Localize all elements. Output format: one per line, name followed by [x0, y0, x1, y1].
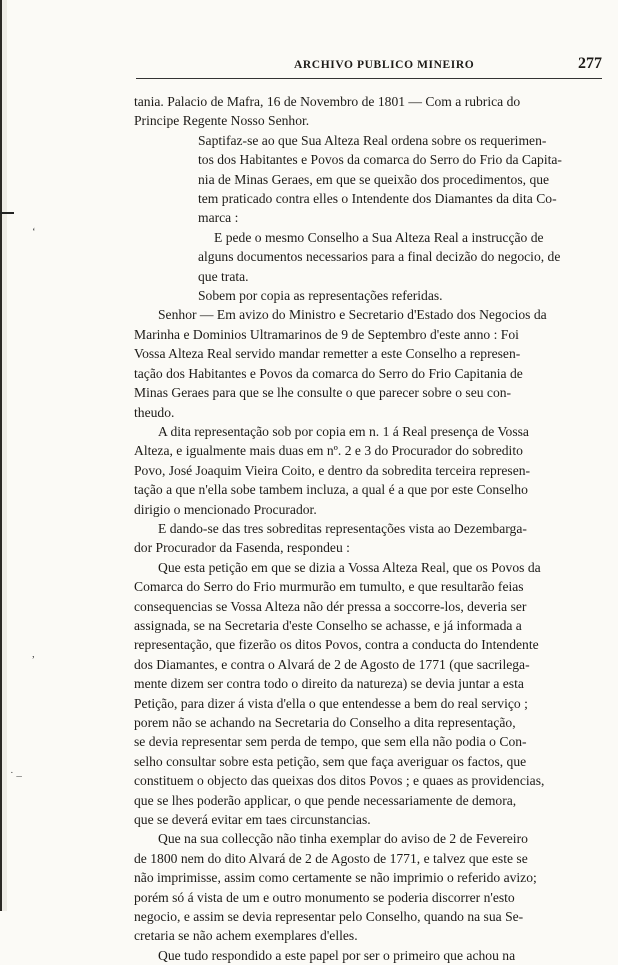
text-line: consequencias se Vossa Alteza não dér pressa a soccorre-los, deveria ser — [134, 598, 527, 614]
text-line: constituem o objecto das queixas dos ditos Povos ; e quaes as providencias, — [134, 773, 545, 789]
text-line: Povo, José Joaquim Vieira Coito, e dentro da sobredita terceira represen- — [134, 462, 531, 478]
text-line: tação a que n'ella sobe tambem incluza, a qual é a que por este Conselho — [134, 482, 528, 498]
page-header — [136, 56, 602, 79]
text-line: porém só á vista de um e outro monumento se poderia discorrer n'esto — [134, 889, 515, 905]
page-binding-edge — [0, 0, 7, 911]
text-line: de 1800 nem do dito Alvará de 2 de Agosto de 1771, e talvez que este se — [134, 850, 528, 866]
text-line: tem praticado contra elles o Intendente dos Diamantes da dita Co- — [198, 191, 557, 207]
text-line: Petição, para dizer á vista d'ella o que entendesse a bem do real serviço ; — [134, 695, 528, 711]
text-line: Que tudo respondido a este papel por ser o primeiro que achou na — [158, 947, 516, 963]
text-line: Que esta petição em que se dizia a Vossa Alteza Real, que os Povos da — [158, 559, 541, 575]
text-line: selho consultar sobre esta petição, sem que faça averiguar os factos, que — [134, 753, 527, 769]
text-line: Minas Geraes para que se lhe consulte o que parecer sobre o seu con- — [134, 385, 512, 401]
text-line: Comarca do Serro do Frio murmurão em tumulto, e que resultarão feias — [134, 579, 524, 595]
document-body — [134, 92, 602, 965]
text-line: tos dos Habitantes e Povos da comarca do Serro do Frio da Capita- — [198, 152, 562, 168]
page-number: 277 — [578, 55, 602, 72]
text-line: marca : — [198, 210, 239, 226]
text-line: dor Procurador da Fasenda, respondeu : — [134, 540, 350, 556]
text-line: tania. Palacio de Mafra, 16 de Novembro de 1801 — Com a rubrica do — [134, 94, 521, 109]
text-line: Alteza, e igualmente mais duas em nº. 2 e 3 do Procurador do sobredito — [134, 443, 523, 459]
text-line: E dando-se das tres sobreditas representações vista ao Dezembarga- — [158, 520, 527, 536]
text-line: nia de Minas Geraes, em que se queixão dos procedimentos, que — [198, 171, 550, 187]
text-line: negocio, e assim se devia representar pelo Conselho, quando na sua Se- — [134, 909, 524, 925]
running-head: ARCHIVO PUBLICO MINEIRO — [294, 59, 475, 71]
text-line: Saptifaz-se ao que Sua Alteza Real ordena sobre os requerimen- — [198, 132, 547, 148]
text-line: dirigio o mencionado Procurador. — [134, 501, 317, 517]
text-line: mente dizem ser contra todo o direito da natureza) se devia juntar a esta — [134, 676, 524, 692]
text-line: Marinha e Dominios Ultramarinos de 9 de Septembro d'este anno : Foi — [134, 326, 519, 342]
text-line: se devia representar sem perda de tempo, que sem ella não podia o Con- — [134, 734, 527, 750]
text-line: theudo. — [134, 404, 175, 420]
text-line: não imprimisse, assim como certamente se não imprimio o referido avizo; — [134, 870, 537, 886]
text-line: cretaria se não achem exemplares d'elles. — [134, 928, 358, 944]
text-line: Que na sua collecção não tinha exemplar do aviso de 2 de Fevereiro — [158, 831, 528, 847]
text-line: assignada, se na Secretaria d'este Conselho se achasse, e já informada a — [134, 617, 522, 633]
text-line: que trata. — [198, 268, 249, 284]
text-line: porem não se achando na Secretaria do Conselho a dita representação, — [134, 715, 516, 730]
text-line: Senhor — Em avizo do Ministro e Secretario d'Estado dos Negocios da — [158, 307, 547, 323]
text-line: Sobem por copia as representações referidas. — [198, 288, 443, 304]
text-line: E pede o mesmo Conselho a Sua Alteza Real a instrucção de — [214, 229, 544, 245]
text-line: dos Diamantes, e contra o Alvará de 2 de Agosto de 1771 (que sacrilega- — [134, 656, 530, 672]
text-line: tação dos Habitantes e Povos da comarca do Serro do Frio Capitania de — [134, 365, 523, 381]
text-line: que se deverá evitar em taes circunstancias. — [134, 812, 371, 828]
text-line: Vossa Alteza Real servido mandar remetter a este Conselho a represen- — [134, 346, 521, 362]
text-line: alguns documentos necessarios para a final decizão do negocio, de — [198, 249, 561, 265]
margin-mark: , — [32, 648, 35, 660]
text-line: que se lhes poderão applicar, o que pende necessariamente de demora, — [134, 792, 517, 808]
margin-mark: ‘ — [32, 226, 36, 238]
text-line: Principe Regente Nosso Senhor. — [134, 113, 310, 129]
page-edge-mark — [0, 212, 14, 214]
margin-mark: ˙ – — [10, 770, 22, 782]
text-line: A dita representação sob por copia em n. 1 á Real presença de Vossa — [158, 423, 529, 439]
text-line: representação, que fizerão os ditos Povos, contra a conducta do Intendente — [134, 637, 539, 653]
